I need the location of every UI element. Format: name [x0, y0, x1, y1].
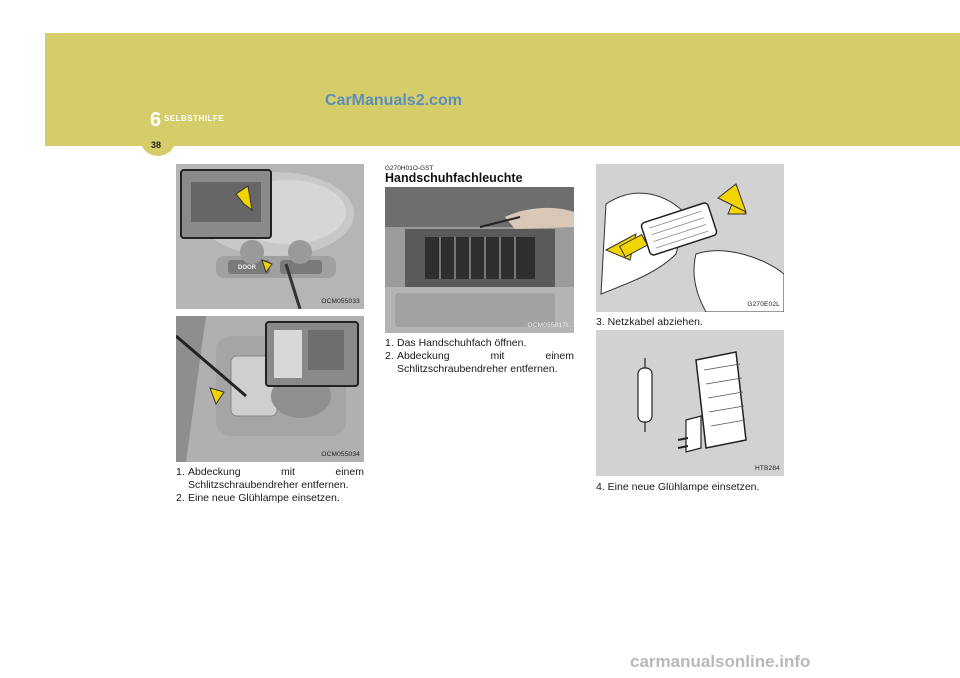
middle-steps-list	[385, 337, 574, 376]
step-number: 1.	[385, 337, 394, 349]
left-steps-list	[176, 466, 364, 505]
lamp-removal-drawing	[596, 164, 784, 312]
hands-lamp-illustration	[596, 164, 784, 312]
step-text: Eine neue Glühlampe einsetzen.	[188, 492, 340, 504]
overhead-lamp-illustration	[176, 164, 364, 309]
image-code: G270E02L	[747, 301, 780, 308]
step-4-text: 4. Eine neue Glühlampe einsetzen.	[596, 481, 760, 493]
lamp-cover-illustration	[176, 316, 364, 462]
overhead-lamp-cover-photo	[176, 316, 364, 462]
step-item	[385, 337, 574, 350]
step-text: Schlitzschraubendreher entfernen.	[397, 363, 558, 375]
step-item	[176, 466, 364, 492]
section-code: G270H01O-GST	[385, 165, 434, 172]
step-3-text: 3. Netzkabel abziehen.	[596, 316, 703, 328]
image-code: HTB284	[754, 465, 780, 472]
overhead-lamp-photo	[176, 164, 364, 309]
footer-watermark: carmanualsonline.info	[630, 652, 811, 671]
image-code: OCM055034	[321, 451, 360, 458]
glovebox-photo	[385, 187, 574, 333]
section-title: Handschuhfachleuchte	[385, 171, 523, 185]
image-code: OCM055017L	[527, 322, 570, 329]
chapter-title: SELBSTHILFE	[164, 114, 225, 123]
step-item	[385, 350, 574, 376]
chapter-number: 6	[150, 109, 162, 131]
step-text: Abdeckung mit einem	[397, 350, 574, 362]
bulb-lamp-drawing	[596, 330, 784, 476]
image-code: OCM055033	[321, 298, 360, 305]
step-text: Abdeckung mit einem	[188, 466, 364, 478]
step-text: Das Handschuhfach öffnen.	[397, 337, 527, 349]
header-band	[45, 33, 960, 146]
door-label: DOOR	[238, 265, 256, 271]
step-number: 2.	[385, 350, 394, 362]
step-number: 2.	[176, 492, 185, 504]
glovebox-illustration	[385, 187, 574, 333]
watermark-link[interactable]: CarManuals2.com	[325, 92, 462, 109]
step-text: Schlitzschraubendreher entfernen.	[188, 479, 349, 491]
step-item	[176, 492, 364, 505]
bulb-housing-illustration	[596, 330, 784, 476]
step-number: 1.	[176, 466, 185, 478]
page-number: 38	[151, 140, 162, 150]
